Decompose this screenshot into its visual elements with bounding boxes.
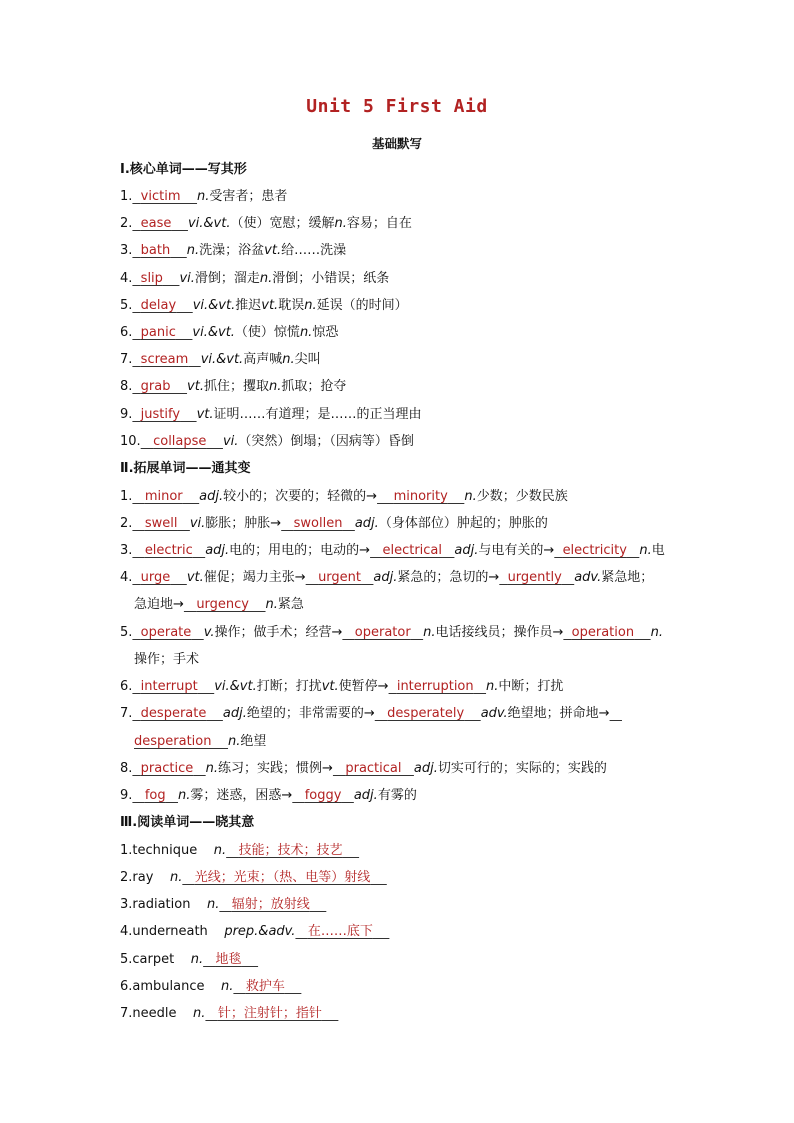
list-item: 5. delay vi.&vt.推迟vt.耽误n.延误（的时间） bbox=[120, 298, 408, 313]
list-item: 1. minor adj.较小的；次要的；轻微的→ minority n.少数；少数民族 bbox=[120, 489, 568, 504]
list-item: 1.technique n. 技能；技术；技艺 bbox=[120, 843, 343, 858]
list-item: 6. interrupt vi.&vt.打断；打扰vt.使暂停→ interruption n.中断；打扰 bbox=[120, 679, 564, 694]
list-item-continued: desperation n.绝望 bbox=[134, 734, 267, 749]
list-item: 3. bath n.洗澡；浴盆vt.给……洗澡 bbox=[120, 243, 347, 258]
list-item: 7. scream vi.&vt.高声喊n.尖叫 bbox=[120, 352, 321, 367]
list-item: 4. slip vi.滑倒；溜走n.滑倒；小错误；纸条 bbox=[120, 271, 390, 286]
section-1-heading: Ⅰ.核心单词——写其形 bbox=[120, 162, 247, 177]
list-item: 3. electric adj.电的；用电的；电动的→ electrical adj.与电有关的→ electricity n.电 bbox=[120, 543, 665, 558]
list-item: 5.carpet n. 地毯 bbox=[120, 952, 242, 967]
document-subtitle: 基础默写 bbox=[371, 136, 422, 151]
section-2-heading: Ⅱ.拓展单词——通其变 bbox=[120, 461, 251, 476]
list-item: 7. desperate adj.绝望的；非常需要的→ desperately adv.绝望地；拼命地→ bbox=[120, 706, 610, 721]
section-3-heading: Ⅲ.阅读单词——晓其意 bbox=[120, 815, 255, 830]
list-item-continued: 急迫地→ urgency n.紧急 bbox=[134, 597, 304, 612]
list-item: 8. practice n.练习；实践；惯例→ practical adj.切实可行的；实际的；实践的 bbox=[120, 761, 607, 776]
list-item: 2. swell vi.膨胀；肿胀→ swollen adj.（身体部位）肿起的；肿胀的 bbox=[120, 516, 548, 531]
list-item: 6.ambulance n. 救护车 bbox=[120, 979, 285, 994]
list-item: 4.underneath prep.&adv. 在……底下 bbox=[120, 924, 373, 939]
list-item: 5. operate v.操作；做手术；经营→ operator n.电话接线员；操作员→ operation n. bbox=[120, 625, 663, 640]
list-item: 10. collapse vi.（突然）倒塌；（因病等）昏倒 bbox=[120, 434, 414, 449]
list-item: 9. fog n.雾；迷惑，困惑→ foggy adj.有雾的 bbox=[120, 788, 417, 803]
list-item: 3.radiation n. 辐射；放射线 bbox=[120, 897, 310, 912]
list-item: 4. urge vt.催促；竭力主张→ urgent adj.紧急的；急切的→ urgently adv.紧急地； bbox=[120, 570, 654, 585]
list-item: 9. justify vt.证明……有道理；是……的正当理由 bbox=[120, 407, 422, 422]
list-item-continued: 操作；手术 bbox=[134, 652, 200, 667]
list-item: 8. grab vt.抓住；攫取n.抓取；抢夺 bbox=[120, 379, 347, 394]
list-item: 1. victim n.受害者；患者 bbox=[120, 189, 288, 204]
list-item: 2. ease vi.&vt.（使）宽慰；缓解n.容易；自在 bbox=[120, 216, 412, 231]
list-item: 2.ray n. 光线；光束；（热、电等）射线 bbox=[120, 870, 371, 885]
document-title: Unit 5 First Aid bbox=[306, 96, 488, 117]
list-item: 7.needle n. 针；注射针；指针 bbox=[120, 1006, 322, 1021]
list-item: 6. panic vi.&vt.（使）惊慌n.惊恐 bbox=[120, 325, 339, 340]
